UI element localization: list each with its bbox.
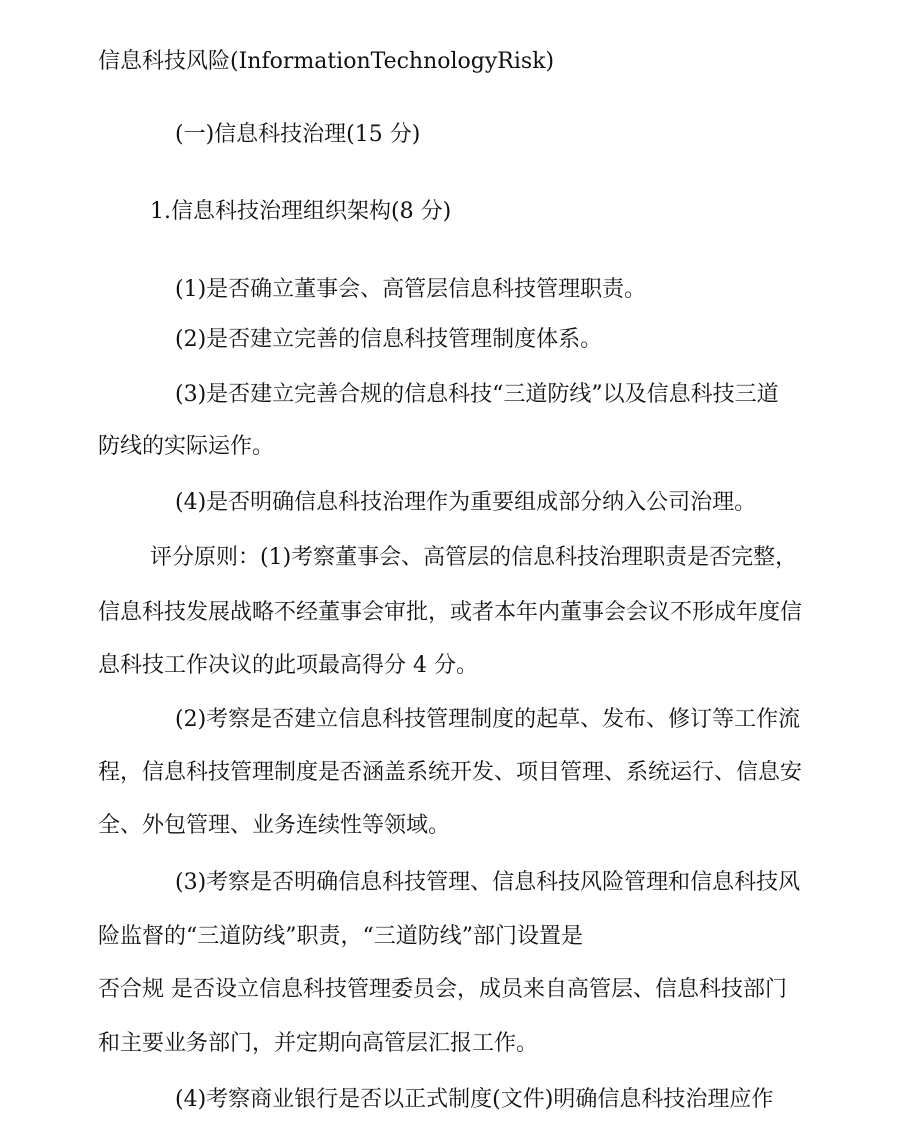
criteria-item: (3)是否建立完善合规的信息科技“三道防线”以及信息科技三道 bbox=[175, 382, 779, 407]
scoring-paragraph: 否合规 是否设立信息科技管理委员会，成员来自高管层、信息科技部门 bbox=[98, 977, 787, 1002]
scoring-paragraph: 险监督的“三道防线”职责，“三道防线”部门设置是 bbox=[98, 924, 583, 949]
document-title: 信息科技风险(InformationTechnologyRisk) bbox=[98, 49, 555, 74]
scoring-paragraph: 全、外包管理、业务连续性等领域。 bbox=[98, 813, 451, 838]
section-heading: (一)信息科技治理(15 分) bbox=[175, 122, 421, 147]
criteria-item: (4)是否明确信息科技治理作为重要组成部分纳入公司治理。 bbox=[175, 490, 757, 515]
criteria-item: (2)是否建立完善的信息科技管理制度体系。 bbox=[175, 327, 603, 352]
scoring-paragraph: 评分原则：(1)考察董事会、高管层的信息科技治理职责是否完整， bbox=[150, 545, 798, 570]
scoring-paragraph: 程，信息科技管理制度是否涵盖系统开发、项目管理、系统运行、信息安 bbox=[98, 760, 803, 785]
scoring-paragraph: (3)考察是否明确信息科技管理、信息科技风险管理和信息科技风 bbox=[175, 870, 801, 895]
scoring-paragraph: (4)考察商业银行是否以正式制度(文件)明确信息科技治理应作 bbox=[175, 1087, 774, 1112]
criteria-item-continued: 防线的实际运作。 bbox=[98, 434, 275, 459]
scoring-paragraph: 息科技工作决议的此项最高得分 4 分。 bbox=[98, 653, 478, 678]
scoring-paragraph: 信息科技发展战略不经董事会审批，或者本年内董事会会议不形成年度信 bbox=[98, 600, 803, 625]
subsection-heading: 1.信息科技治理组织架构(8 分) bbox=[150, 199, 452, 224]
scoring-paragraph: (2)考察是否建立信息科技管理制度的起草、发布、修订等工作流 bbox=[175, 707, 801, 732]
scoring-paragraph: 和主要业务部门，并定期向高管层汇报工作。 bbox=[98, 1031, 539, 1056]
criteria-item: (1)是否确立董事会、高管层信息科技管理职责。 bbox=[175, 277, 647, 302]
